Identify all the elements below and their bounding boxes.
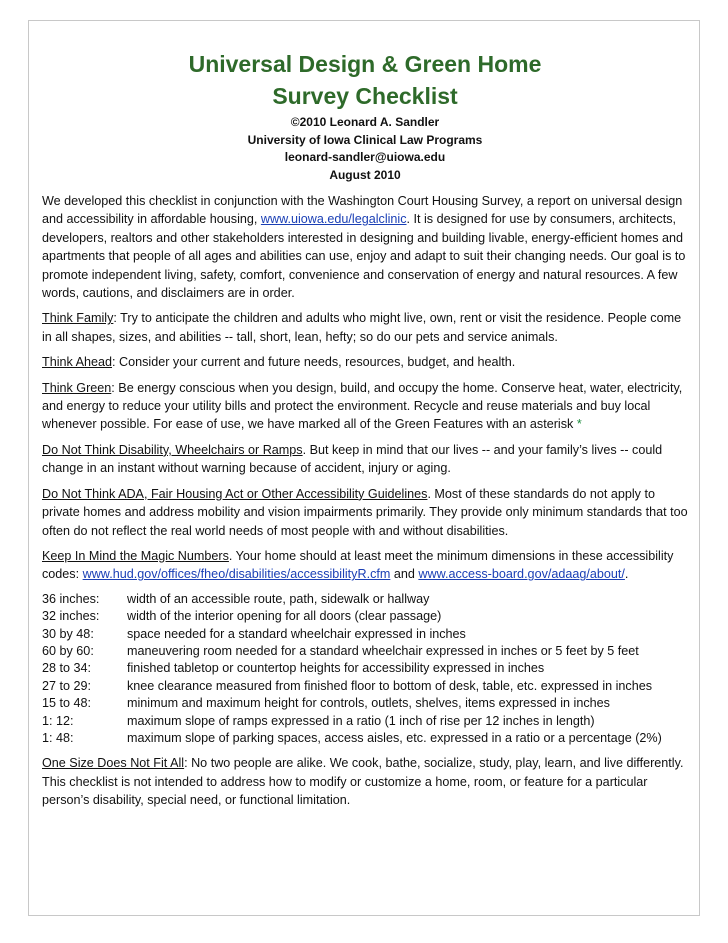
disability-paragraph	[42, 441, 688, 478]
think-ahead-text: : Consider your current and future needs, resources, budget, and health.	[112, 355, 516, 370]
magic-numbers-heading: Keep In Mind the Magic Numbers	[42, 548, 229, 563]
title-line-1: Universal Design & Green Home	[188, 51, 542, 77]
intro-text-1: We developed this checklist in conjunction with the Washington Court Housing Survey, a report on universal design and accessibility in affordable housing,	[42, 194, 683, 227]
number-key: 27 to 29:	[42, 678, 92, 693]
hud-link[interactable]: www.hud.gov/offices/fheo/disabilities/accessibilityR.cfm	[82, 567, 391, 582]
think-ahead-paragraph	[42, 353, 688, 371]
table-row	[42, 678, 662, 695]
table-row	[42, 730, 662, 747]
email-line: leonard-sandler@uiowa.edu	[284, 150, 446, 164]
disability-heading: Do Not Think Disability, Wheelchairs or Ramps	[42, 442, 303, 457]
magic-numbers-table	[42, 591, 662, 748]
think-green-text: : Be energy conscious when you design, build, and occupy the home. Conserve heat, water, electricity, and energy to reduce your utility bills and protect the environment. Recycle and reuse materials and buy local whenever possible. For ease of use, we have marked all of the Green Features with an asterisk	[42, 380, 683, 432]
copyright-line: ©2010 Leonard A. Sandler	[290, 115, 440, 129]
disability-text: . But keep in mind that our lives -- and your family’s lives -- could change in an instant without warning because of accident, injury or aging.	[42, 442, 663, 476]
number-desc: width of an accessible route, path, sidewalk or hallway	[127, 591, 430, 606]
number-key: 30 by 48:	[42, 626, 94, 641]
table-row	[42, 608, 662, 625]
title-line-2: Survey Checklist	[272, 83, 458, 109]
table-row	[42, 713, 662, 730]
ada-paragraph	[42, 485, 688, 540]
number-key: 1: 12:	[42, 713, 74, 728]
number-desc: maneuvering room needed for a standard wheelchair expressed in inches or 5 feet by 5 feet	[127, 643, 639, 658]
document-title	[42, 48, 688, 112]
number-key: 15 to 48:	[42, 696, 92, 711]
number-key: 28 to 34:	[42, 661, 92, 676]
table-row	[42, 626, 662, 643]
ada-text: . Most of these standards do not apply to private homes and address mobility and vision impairments primarily. They provide only minimum standards that too often do not reflect the real world needs of most people with and without disabilities.	[42, 486, 688, 538]
think-ahead-heading: Think Ahead	[42, 355, 113, 370]
think-family-heading: Think Family	[42, 311, 114, 326]
number-key: 32 inches:	[42, 609, 100, 624]
author-block	[42, 114, 688, 184]
table-row	[42, 643, 662, 660]
think-family-paragraph	[42, 309, 688, 346]
one-size-heading: One Size Does Not Fit All	[42, 756, 185, 771]
document-body	[42, 48, 688, 817]
number-desc: space needed for a standard wheelchair expressed in inches	[127, 626, 466, 641]
table-row	[42, 660, 662, 677]
magic-end: .	[624, 567, 629, 582]
legalclinic-link[interactable]: www.uiowa.edu/legalclinic	[260, 212, 407, 227]
number-desc: minimum and maximum height for controls, outlets, shelves, items expressed in inches	[127, 696, 610, 711]
intro-paragraph	[42, 192, 688, 302]
ada-heading: Do Not Think ADA, Fair Housing Act or Other Accessibility Guidelines	[42, 486, 428, 501]
number-key: 1: 48:	[42, 730, 74, 745]
number-desc: width of the interior opening for all doors (clear passage)	[127, 609, 442, 624]
organization-line: University of Iowa Clinical Law Programs	[247, 132, 483, 147]
one-size-paragraph	[42, 754, 688, 809]
access-board-link[interactable]: www.access-board.gov/adaag/about/	[418, 567, 625, 582]
table-row	[42, 695, 662, 712]
date-line: August 2010	[329, 167, 401, 182]
one-size-text: : No two people are alike. We cook, bathe, socialize, study, play, learn, and live differently. This checklist is not intended to address how to modify or customize a home, room, or feature for a particular person’s disability, special need, or functional limitation.	[42, 756, 684, 808]
magic-numbers-paragraph	[42, 547, 688, 584]
number-desc: maximum slope of parking spaces, access aisles, etc. expressed in a ratio or a percentage (2%)	[127, 730, 662, 745]
number-key: 60 by 60:	[42, 643, 94, 658]
magic-numbers-text: . Your home should at least meet the minimum dimensions in these accessibility codes:	[42, 548, 674, 582]
number-key: 36 inches:	[42, 591, 100, 606]
think-green-paragraph	[42, 379, 688, 434]
number-desc: maximum slope of ramps expressed in a ratio (1 inch of rise per 12 inches in length)	[127, 713, 595, 728]
magic-and: and	[390, 567, 419, 582]
think-green-heading: Think Green	[42, 380, 112, 395]
green-asterisk: *	[576, 417, 582, 432]
intro-text-2: . It is designed for use by consumers, architects, developers, realtors and other stakeholders interested in designing and building livable, energy-efficient homes and apartments that people of all ages and abilities can use, enjoy and adapt to suit their changing needs. Our goal is to promote independent living, safety, comfort, convenience and conservation of energy and natural resources. A few words, cautions, and disclaimers are in order.	[42, 212, 686, 301]
think-family-text: : Try to anticipate the children and adults who might live, own, rent or visit the residence. People come in all shapes, sizes, and abilities -- tall, short, lean, hefty; so do our pets and service animals.	[42, 311, 682, 344]
table-row	[42, 591, 662, 608]
number-desc: knee clearance measured from finished floor to bottom of desk, table, etc. expressed in inches	[127, 678, 653, 693]
number-desc: finished tabletop or countertop heights for accessibility expressed in inches	[127, 661, 545, 676]
